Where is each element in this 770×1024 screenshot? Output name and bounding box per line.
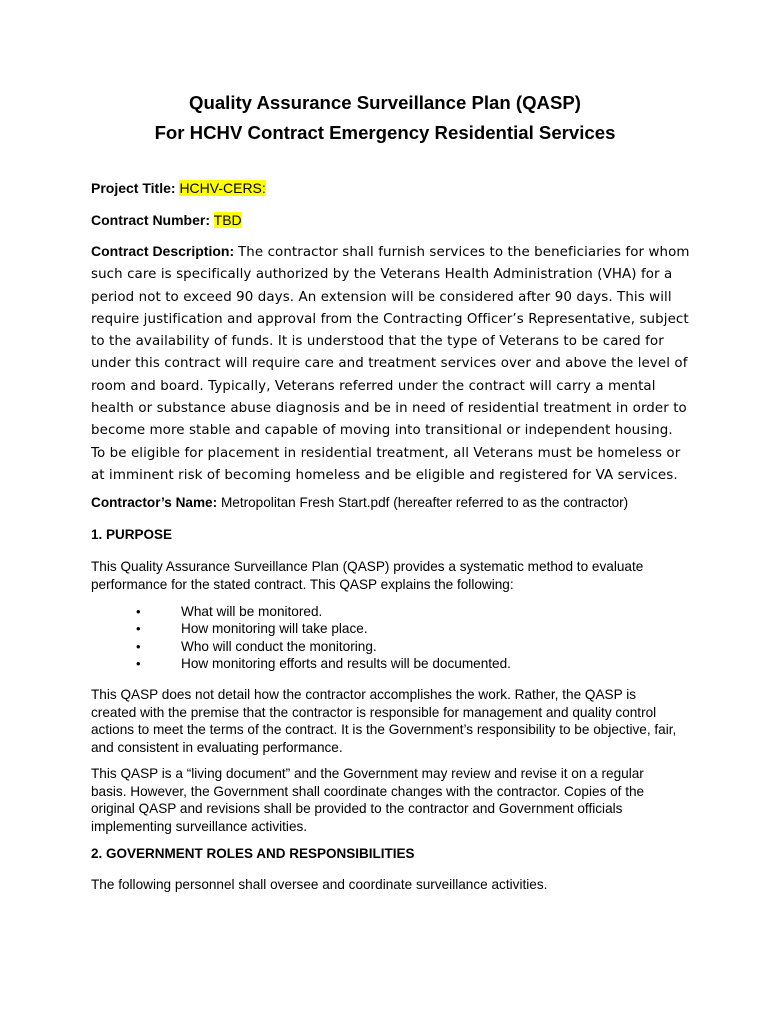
contractor-name-value: Metropolitan Fresh Start.pdf (hereafter referred to as the contractor) [220, 495, 629, 510]
purpose-bullet-list [91, 603, 691, 673]
list-item: • How monitoring efforts and results will be documented. [136, 656, 511, 672]
list-item: • Who will conduct the monitoring. [136, 638, 377, 654]
project-title-label: Project Title: [91, 180, 176, 196]
contract-number-value: TBD [213, 212, 242, 228]
list-item: • What will be monitored. [136, 604, 323, 619]
section2-heading: 2. GOVERNMENT ROLES AND RESPONSIBILITIES [91, 846, 415, 861]
bullet-icon: • [136, 604, 141, 619]
contractor-name-field [91, 493, 628, 513]
contract-number-field [91, 210, 242, 230]
contract-description-text: The contractor shall furnish services to the beneficiaries for whom such care is specifically authorized by the Veterans Health Administration (VHA) for a period not to exceed 90 days. An extension will be considered after 90 days. This will require justification and approval from the Contracting Officer’s Representative, subject to the availability of funds. It is understood that the type of Veterans to be cared for under this contract will require care and treatment services over and above the level of room and board. Typically, Veterans referred under the contract will carry a mental health or substance abuse diagnosis and be in need of residential treatment in order to become more stable and capable of moving into transitional or independent housing. To be eligible for placement in residential treatment, all Veterans must be homeless or at imminent risk of becoming homeless and be eligible and registered for VA services. [91, 245, 690, 483]
contract-description [91, 241, 691, 486]
section1-heading: 1. PURPOSE [91, 527, 173, 542]
list-item: • How monitoring will take place. [136, 621, 368, 637]
project-title-value: HCHV-CERS: [179, 180, 266, 196]
section1-para1: This Quality Assurance Surveillance Plan (QASP) provides a systematic method to evaluate performance for the stated contract. This QASP explains the following: [91, 559, 644, 592]
project-title-field [91, 178, 266, 198]
bullet-icon: • [136, 638, 141, 654]
bullet-icon: • [136, 621, 141, 637]
section2-para1: The following personnel shall oversee and coordinate surveillance activities. [91, 877, 548, 892]
document-subtitle: For HCHV Contract Emergency Residential Services [154, 122, 616, 143]
contract-description-label: Contract Description: [91, 243, 235, 259]
title-block [0, 88, 770, 148]
document-title: Quality Assurance Surveillance Plan (QASP) [189, 92, 581, 113]
contractor-name-label: Contractor’s Name: [91, 495, 218, 510]
bullet-icon: • [136, 656, 141, 672]
section1-para3: This QASP is a “living document” and the Government may review and revise it on a regular basis. However, the Government shall coordinate changes with the contractor. Copies of the original QASP and revisions shall be provided to the contractor and Government officials implementing surveillance activities. [91, 766, 645, 834]
contract-number-label: Contract Number: [91, 212, 211, 228]
section1-para2: This QASP does not detail how the contractor accomplishes the work. Rather, the QASP is created with the premise that the contractor is responsible for management and quality control actions to meet the terms of the contract. It is the Government’s responsibility to be objective, fair, and consistent in evaluating performance. [91, 687, 677, 755]
